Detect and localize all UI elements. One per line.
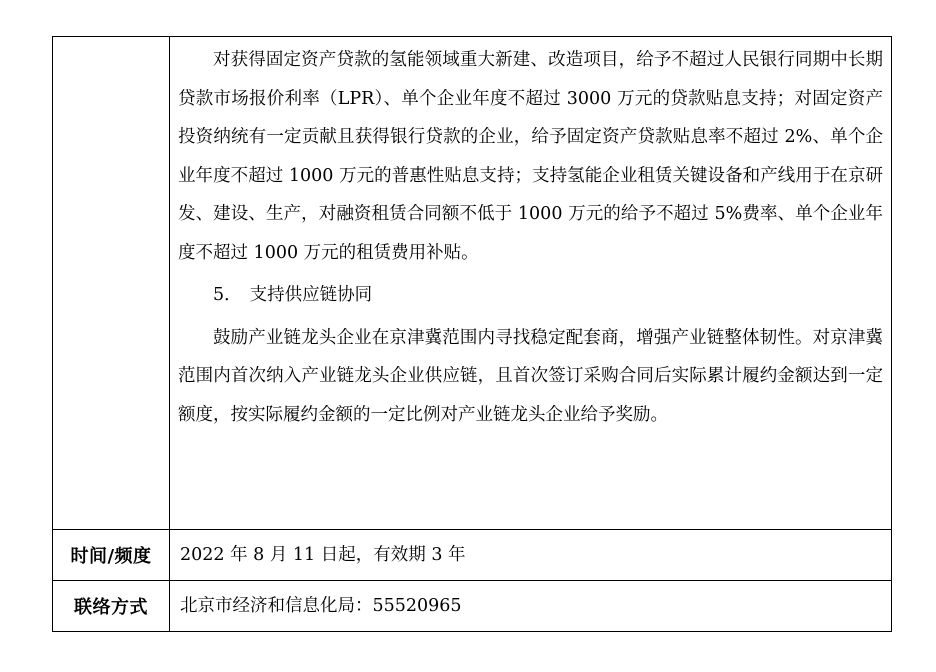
contact-label: 联络方式 [53, 581, 170, 632]
section-heading [178, 276, 883, 315]
supply-chain-paragraph: 鼓励产业链龙头企业在京津冀范围内寻找稳定配套商，增强产业链整体韧性。对京津冀范围内首次纳入产业链龙头企业供应链，且首次签订采购合同后实际累计履约金额达到一定额度，按实际履约金额的一定比例对产业链龙头企业给予奖励。 [178, 327, 883, 425]
policy-content-cell [170, 37, 892, 530]
policy-table [52, 36, 892, 632]
time-frequency-value: 2022 年 8 月 11 日起，有效期 3 年 [180, 545, 466, 565]
time-frequency-cell [170, 530, 892, 581]
section-number: 5． [213, 285, 242, 305]
section-title: 支持供应链协同 [249, 285, 373, 305]
contact-cell [170, 581, 892, 632]
contact-row [53, 581, 892, 632]
policy-content-row [53, 37, 892, 530]
empty-label-cell [53, 37, 170, 530]
contact-value: 北京市经济和信息化局：55520965 [180, 596, 462, 616]
loan-subsidy-paragraph: 对获得固定资产贷款的氢能领域重大新建、改造项目，给予不超过人民银行同期中长期贷款市场报价利率（LPR）、单个企业年度不超过 3000 万元的贷款贴息支持；对固定资产投资纳统有一定贡献且获得银行贷款的企业，给予固定资产贷款贴息率不超过 2%、单个企业年度不超过 1000 万元的普惠性贴息支持；支持氢能企业租赁关键设备和产线用于在京研发、建设、生产，对融资租赁合同额不低于 1000 万元的给予不超过 5%费率、单个企业年度不超过 1000 万元的租赁费用补贴。 [178, 50, 883, 263]
time-frequency-label: 时间/频度 [53, 530, 170, 581]
time-frequency-row [53, 530, 892, 581]
